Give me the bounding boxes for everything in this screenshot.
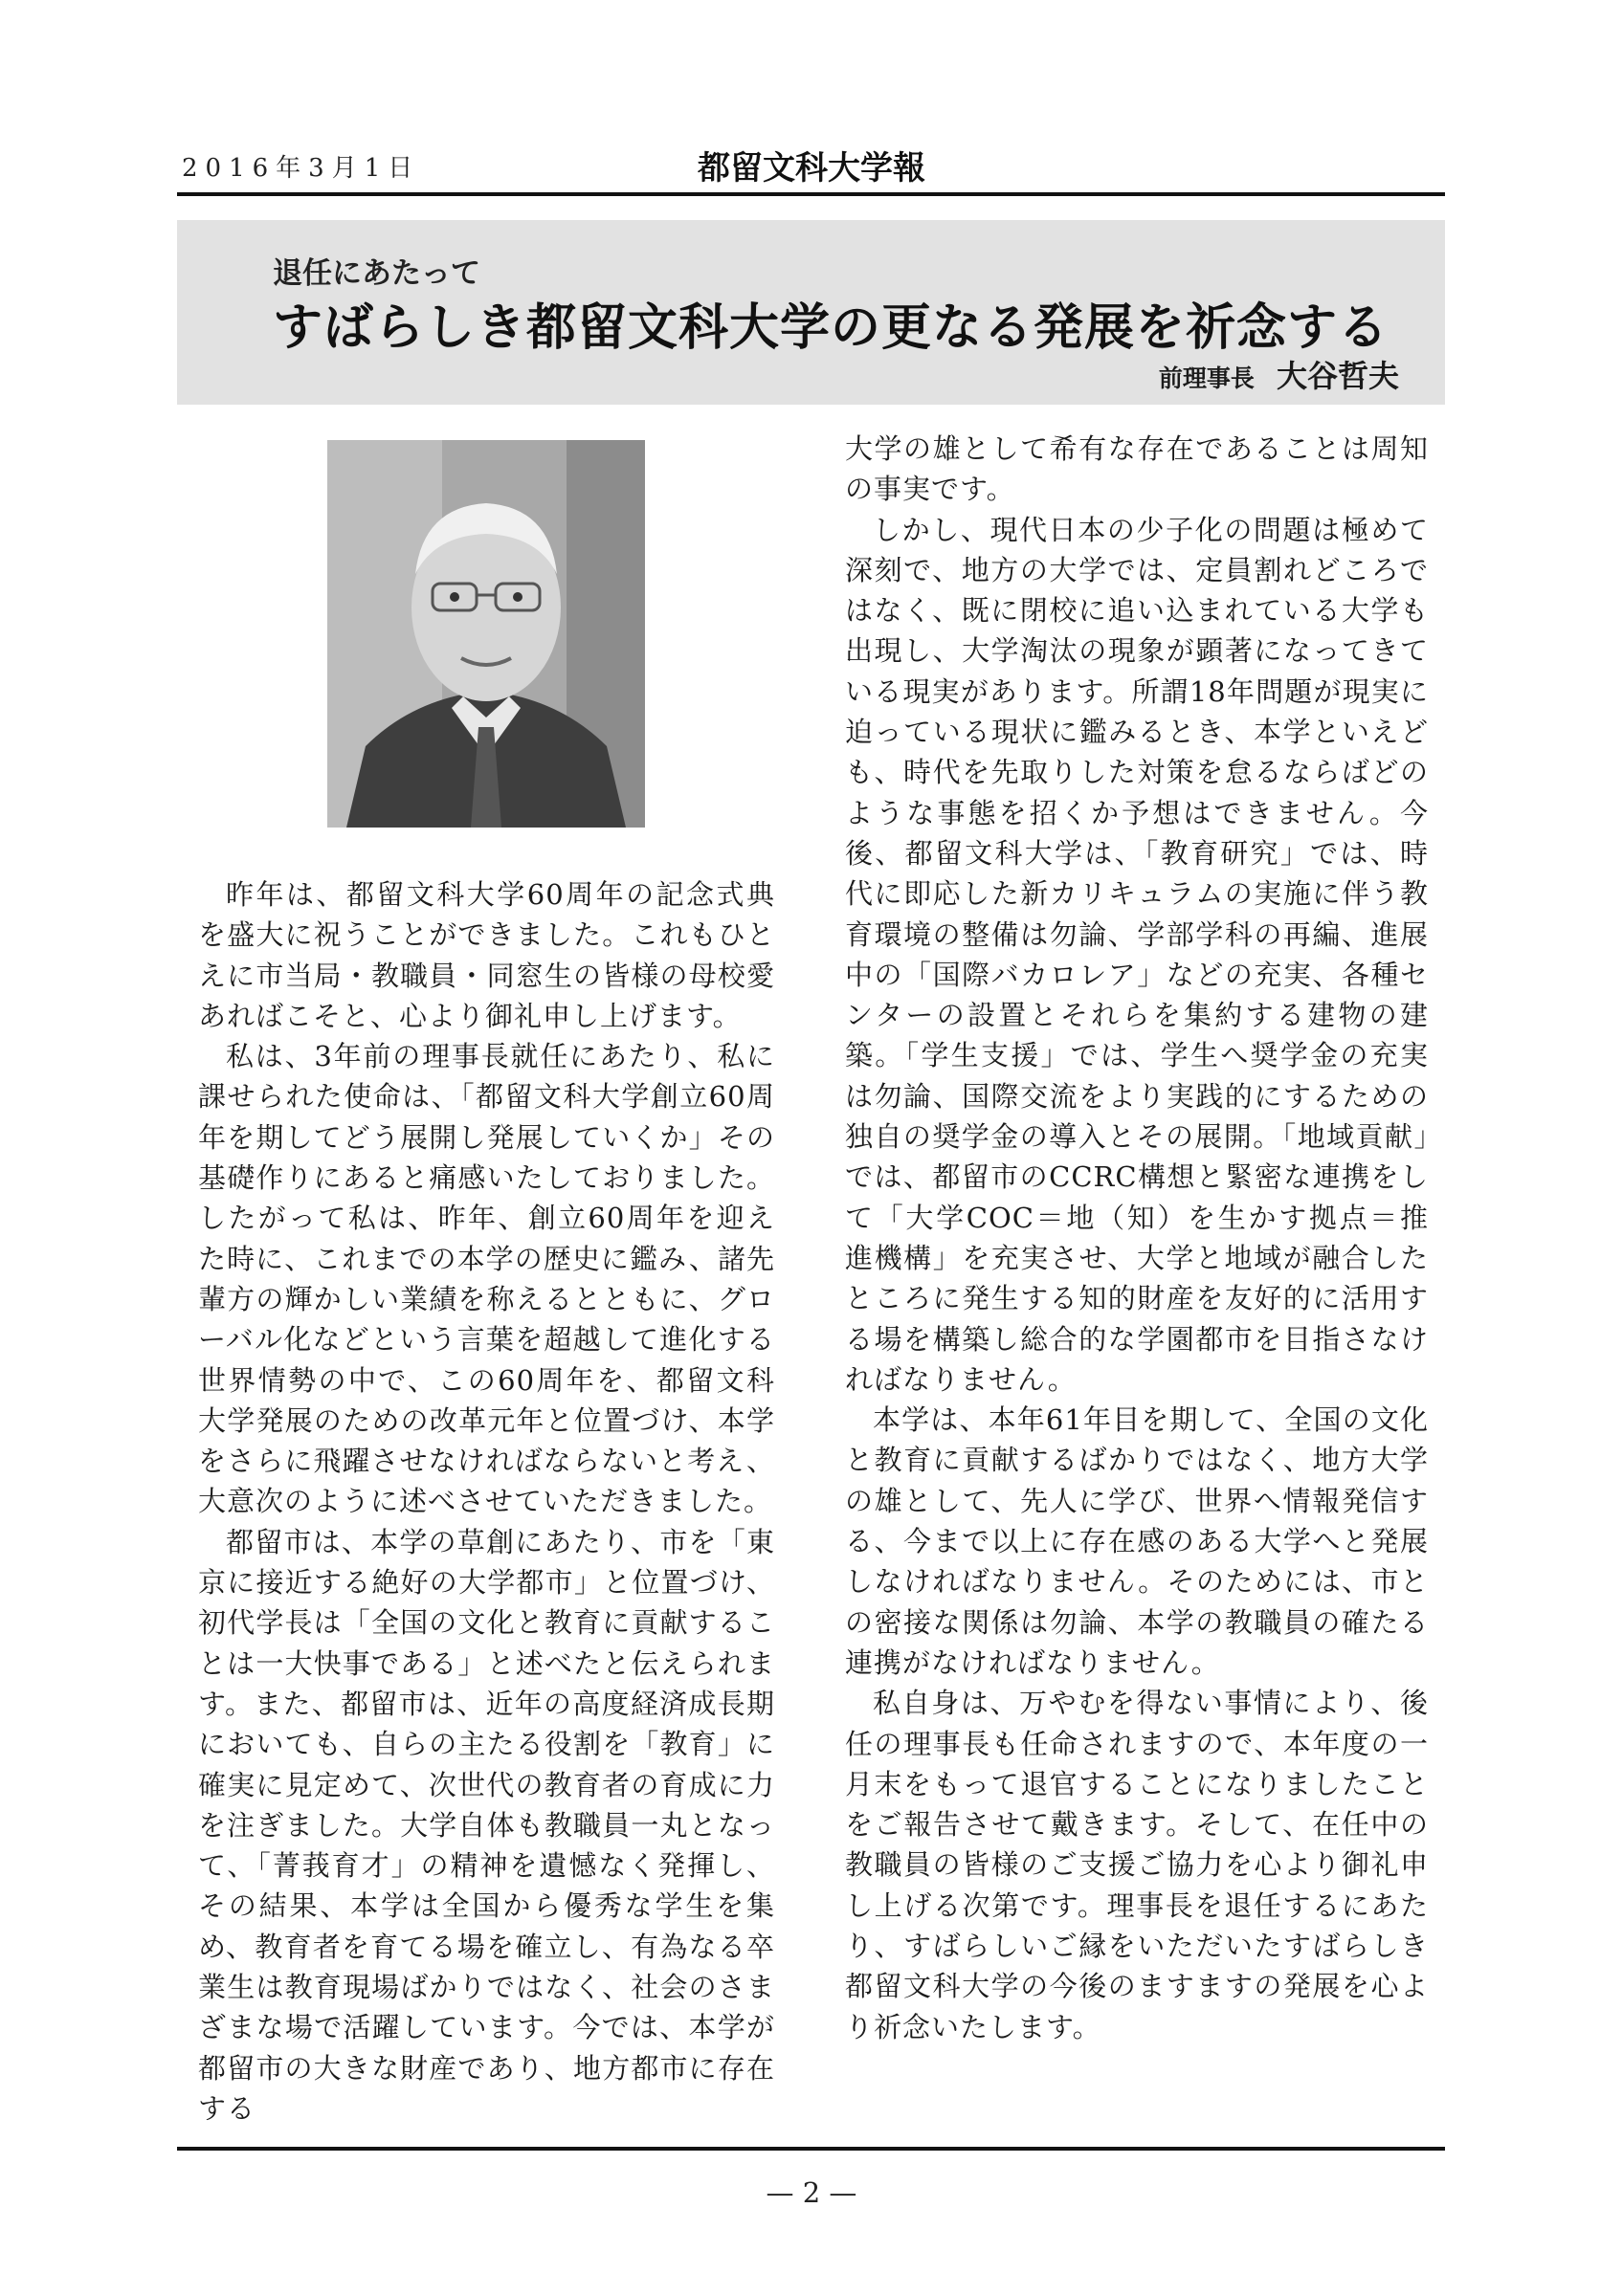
author-role: 前理事長 [1158,364,1255,392]
article-subtitle: 退任にあたって [273,256,480,291]
article-title: すばらしき都留文科大学の更なる発展を祈念する [273,298,1390,357]
body-paragraph: 本学は、本年61年目を期して、全国の文化と教育に貢献するばかりではなく、地方大学の雄として、先人に学び、世界へ情報発信する、今まで以上に存在感のある大学へと発展しなければなりません。そのためには、市との密接な関係は勿論、本学の教職員の確たる連携がなければなりません。 [845,1403,1429,1679]
left-column [198,874,775,2129]
header-date: 2016年3月1日 [182,154,421,183]
body-paragraph: 私は、3年前の理事長就任にあたり、私に課せられた使命は、「都留文科大学創立60周年を期してどう展開し発展していくか」その基礎作りにあると痛感いたしておりました。したがって私は、昨年、創立60周年を迎えた時に、これまでの本学の歴史に鑑み、諸先輩方の輝かしい業績を称えるとともに、グローバル化などという言葉を超越して進化する世界情勢の中で、この60周年を、都留文科大学発展のための改革元年と位置づけ、本学をさらに飛躍させなければならないと考え、大意次のように述べさせていただきました。 [198,1040,775,1518]
author-line [1159,352,1399,396]
portrait-photo [327,440,645,828]
author-name: 大谷哲夫 [1276,358,1399,394]
publication-title: 都留文科大学報 [698,149,925,188]
body-paragraph: 私自身は、万やむを得ない事情により、後任の理事長も任命されますので、本年度の一月末をもって退官することになりましたことをご報告させて戴きます。そして、在任中の教職員の皆様のご支援ご協力を心より御礼申し上げる次第です。理事長を退任するにあたり、すばらしいご縁をいただいたすばらしき都留文科大学の今後のますますの発展を心より祈念いたします。 [845,1687,1429,2043]
page-number: — 2 — [766,2176,857,2209]
right-column [845,429,1429,2047]
body-paragraph: 昨年は、都留文科大学60周年の記念式典を盛大に祝うことができました。これもひとえに市当局・教職員・同窓生の皆様の母校愛あればこそと、心より御礼申し上げます。 [198,878,775,1032]
body-paragraph: 都留市は、本学の草創にあたり、市を「東京に接近する絶好の大学都市」と位置づけ、初代学長は「全国の文化と教育に貢献することは一大快事である」と述べたと伝えられます。また、都留市は、近年の高度経済成長期においても、自らの主たる役割を「教育」に確実に見定めて、次世代の教育者の育成に力を注ぎました。大学自体も教職員一丸となって、「菁莪育才」の精神を遺憾なく発揮し、その結果、本学は全国から優秀な学生を集め、教育者を育てる場を確立し、有為なる卒業生は教育現場ばかりではなく、社会のさまざまな場で活躍しています。今では、本学が都留市の大きな財産であり、地方都市に存在する [198,1525,775,2125]
title-box [177,220,1445,405]
body-paragraph: しかし、現代日本の少子化の問題は極めて深刻で、地方の大学では、定員割れどころではなく、既に閉校に追い込まれている大学も出現し、大学淘汰の現象が顕著になってきている現実があります。所謂18年問題が現実に迫っている現状に鑑みるとき、本学といえども、時代を先取りした対策を怠るならばどのような事態を招くか予想はできません。今後、都留文科大学は、「教育研究」では、時代に即応した新カリキュラムの実施に伴う教育環境の整備は勿論、学部学科の再編、進展中の「国際バカロレア」などの充実、各種センターの設置とそれらを集約する建物の建築。「学生支援」では、学生へ奨学金の充実は勿論、国際交流をより実践的にするための独自の奨学金の導入とその展開。「地域貢献」では、都留市のCCRC構想と緊密な連携をして「大学COC＝地（知）を生かす拠点＝推進機構」を充実させ、大学と地域が融合したところに発生する知的財産を友好的に活用する場を構築し総合的な学園都市を目指さなければなりません。 [845,513,1429,1396]
header-rule [177,192,1445,196]
body-paragraph-continuation: 大学の雄として希有な存在であることは周知の事実です。 [845,432,1429,506]
footer-rule [177,2147,1445,2151]
